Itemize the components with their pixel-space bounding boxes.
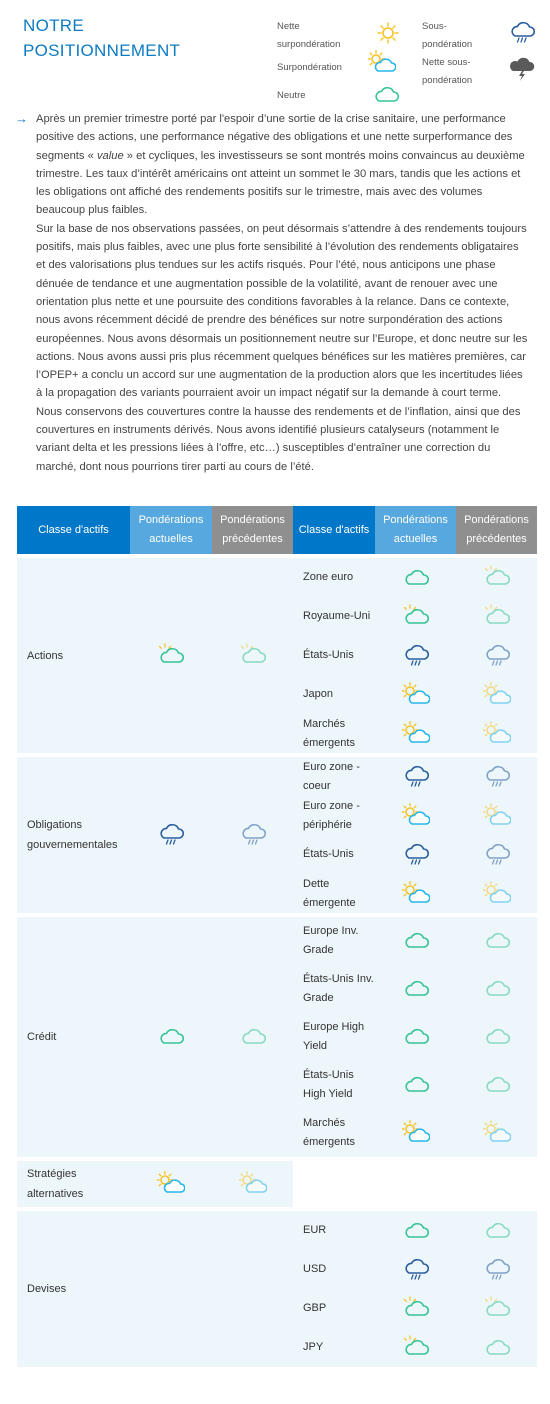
group-name-actions: Actions [17,558,130,753]
group-previous-icon [212,1161,293,1207]
sub-current-icon [375,835,456,874]
rain-cloud-icon [402,842,430,868]
sub-previous-icon [456,1250,537,1289]
neutral-cloud-icon [402,565,430,591]
legend-underweight-icon [508,20,536,46]
group-previous-icon [212,1211,293,1367]
intro-text [36,110,530,476]
sub-current-icon [375,1328,456,1367]
rain-cloud-icon [239,822,267,848]
sun-cloud-icon [483,682,511,708]
sub-current-icon [375,874,456,913]
sub-current-icon [375,1061,456,1109]
group-current-icon [130,757,212,913]
sub-class-name: Dette émergente [293,874,375,913]
sub-previous-icon [456,1109,537,1157]
column-header-current-sub: Pondérations actuelles [375,506,456,554]
sub-class-name: Euro zone - coeur [293,757,375,796]
legend-label-strong-underweight: Nette sous-pondération [422,57,473,86]
legend-label-neutral: Neutre [277,90,306,101]
title-line-1: NOTRE [23,16,84,35]
page-title [23,13,180,63]
sub-previous-icon [456,965,537,1013]
sub-class-name: Europe High Yield [293,1013,375,1061]
group-current-icon [130,1211,212,1367]
sub-class-name: Euro zone - périphérie [293,796,375,835]
sub-current-icon [375,1250,456,1289]
legend-strong-overweight-icon [375,20,401,46]
legend-label-underweight: Sous-pondération [422,21,473,50]
group-name-bonds: Obligations gouvernementales [17,757,130,913]
group-previous-icon [212,917,293,1157]
sub-current-icon [375,1013,456,1061]
neutral-cloud-icon [402,1072,430,1098]
neutral-cloud-icon [402,1296,430,1322]
neutral-cloud-icon [483,976,511,1002]
sub-current-icon [375,1211,456,1250]
sub-class-name: États-Unis [293,835,375,874]
rain-cloud-icon [483,1257,511,1283]
rain-cloud-icon [483,643,511,669]
sub-previous-icon [456,796,537,835]
sub-class-name: Japon [293,675,375,714]
group-name-alternatives: Stratégies alternatives [17,1161,130,1207]
legend-overweight-icon [368,50,396,76]
sub-class-name: États-Unis [293,636,375,675]
table-row [17,917,537,965]
sub-current-icon [375,1109,456,1157]
group-current-icon [130,558,212,753]
column-header-current: Pondérations actuelles [130,506,212,554]
sub-current-icon [375,714,456,753]
sun-cloud-icon [483,881,511,907]
table-row [17,757,537,796]
rain-cloud-icon [483,764,511,790]
sub-class-name: États-Unis Inv. Grade [293,965,375,1013]
column-header-asset-class: Classe d'actifs [17,506,130,554]
sun-cloud-icon [483,803,511,829]
neutral-cloud-icon [239,1024,267,1050]
sub-current-icon [375,917,456,965]
group-name-credit: Crédit [17,917,130,1157]
rain-cloud-icon [483,842,511,868]
sub-current-icon [375,558,456,597]
sub-class-name: Marchés émergents [293,1109,375,1157]
neutral-cloud-icon [402,1024,430,1050]
sub-previous-icon [456,597,537,636]
legend-label-strong-overweight: Nette surpondération [277,21,341,50]
sub-previous-icon [456,874,537,913]
rain-cloud-icon [157,822,185,848]
sub-previous-icon [456,757,537,796]
group-previous-icon [212,757,293,913]
sub-class-name: Royaume-Uni [293,597,375,636]
sub-current-icon [375,675,456,714]
sub-previous-icon [456,714,537,753]
table-row [17,1211,537,1250]
sub-class-name: Zone euro [293,558,375,597]
intro-paragraph-1: Après un premier trimestre porté par l'espoir d’une sortie de la crise sanitaire, une performance positive des actions, une performance négative des obligations et une nette surperformance des segments « value » et cycliques, les investisseurs se sont montrés moins convaincus au deuxième trimestre. Les taux d’intérêt américains ont atteint un sommet le 30 mars, tandis que les actions et les obligations ont affiché des rendements positifs sur le trimestre, mais avec des volumes beaucoup plus faibles. [36,113,525,217]
title-line-2: POSITIONNEMENT [23,41,181,60]
allocation-table [17,506,537,1367]
column-header-previous-sub: Pondérations précédentes [456,506,537,554]
neutral-cloud-icon [239,643,267,669]
sun-icon [375,20,401,46]
sun-cloud-icon [483,721,511,747]
sun-cloud-icon [239,1171,267,1197]
empty-cell [293,1161,537,1207]
sun-cloud-icon [402,682,430,708]
sun-cloud-icon [368,50,396,76]
group-current-icon [130,917,212,1157]
sub-current-icon [375,597,456,636]
neutral-cloud-icon [402,928,430,954]
neutral-cloud-icon [483,604,511,630]
column-header-previous: Pondérations précédentes [212,506,293,554]
sub-previous-icon [456,1211,537,1250]
group-previous-icon [212,558,293,753]
rain-cloud-icon [508,20,536,46]
storm-cloud-icon [508,56,536,82]
sub-class-name: GBP [293,1289,375,1328]
rain-cloud-icon [402,1257,430,1283]
neutral-cloud-icon [483,565,511,591]
sun-cloud-icon [402,803,430,829]
column-header-sub-class: Classe d'actifs [293,506,375,554]
intro-section [15,110,530,476]
sub-previous-icon [456,1061,537,1109]
sub-current-icon [375,636,456,675]
sub-previous-icon [456,675,537,714]
legend-neutral-icon [372,82,400,108]
neutral-cloud-icon [483,928,511,954]
sub-current-icon [375,965,456,1013]
sub-previous-icon [456,1289,537,1328]
sun-cloud-icon [402,721,430,747]
sub-class-name: États-Unis High Yield [293,1061,375,1109]
rain-cloud-icon [402,643,430,669]
neutral-cloud-icon [483,1072,511,1098]
sub-class-name: JPY [293,1328,375,1367]
sub-previous-icon [456,1328,537,1367]
neutral-cloud-icon [483,1218,511,1244]
sub-current-icon [375,1289,456,1328]
sub-current-icon [375,757,456,796]
sub-previous-icon [456,917,537,965]
sun-cloud-icon [402,1120,430,1146]
sub-previous-icon [456,636,537,675]
neutral-cloud-icon [402,976,430,1002]
neutral-cloud-icon [372,82,400,108]
rain-cloud-icon [402,764,430,790]
sub-class-name: Europe Inv. Grade [293,917,375,965]
sun-cloud-icon [157,1171,185,1197]
sub-current-icon [375,796,456,835]
sun-cloud-icon [402,881,430,907]
neutral-cloud-icon [483,1335,511,1361]
neutral-cloud-icon [402,1335,430,1361]
table-row [17,558,537,597]
legend-label-overweight: Surpondération [277,62,342,73]
sub-class-name: Marchés émergents [293,714,375,753]
sun-cloud-icon [483,1120,511,1146]
table-row [17,1161,537,1207]
sub-previous-icon [456,558,537,597]
neutral-cloud-icon [402,1218,430,1244]
intro-paragraph-2: Sur la base de nos observations passées, on peut désormais s’attendre à des rendements toujours positifs, mais plus faibles, avec une plus forte sensibilité à l’évolution des rendements obligataires et des valorisations plus tendues sur les actifs risqués. Pour l’été, nous anticipons une phase dénuée de tendance et une augmentation possible de la volatilité, avant de renouer avec une orientation plus nette et une poursuite des conditions favorables à la relance. Dans ce contexte, nous avons récemment décidé de prendre des bénéfices sur notre surpondération des actions européennes. Nous avons désormais un positionnement neutre sur l’Europe, et donc neutre sur les actions. Nous avons aussi pris plus récemment quelques bénéfices sur les matières premières, car l’OPEP+ a conclu un accord sur une augmentation de la production alors que les incertitudes liées à la propagation des variants pourraient avoir un impact négatif sur la demande à court terme. Nous conservons des couvertures contre la hausse des rendements et de l’inflation, ainsi que des couvertures en instruments dérivés. Nous avons identifié plusieurs catalyseurs (notamment le variant delta et les pressions liées à l’offre, etc…) susceptibles d’entraîner une correction du marché, dont nous pourrions tirer parti au cours de l’été. [36,222,528,473]
arrow-right-icon: → [15,111,28,126]
table-header-row [17,506,537,554]
neutral-cloud-icon [402,604,430,630]
neutral-cloud-icon [483,1296,511,1322]
group-current-icon [130,1161,212,1207]
sub-previous-icon [456,1013,537,1061]
sub-previous-icon [456,835,537,874]
sub-class-name: EUR [293,1211,375,1250]
neutral-cloud-icon [157,1024,185,1050]
neutral-cloud-icon [157,643,185,669]
sub-class-name: USD [293,1250,375,1289]
group-name-currencies: Devises [17,1211,130,1367]
neutral-cloud-icon [483,1024,511,1050]
legend-strong-underweight-icon [508,56,536,82]
